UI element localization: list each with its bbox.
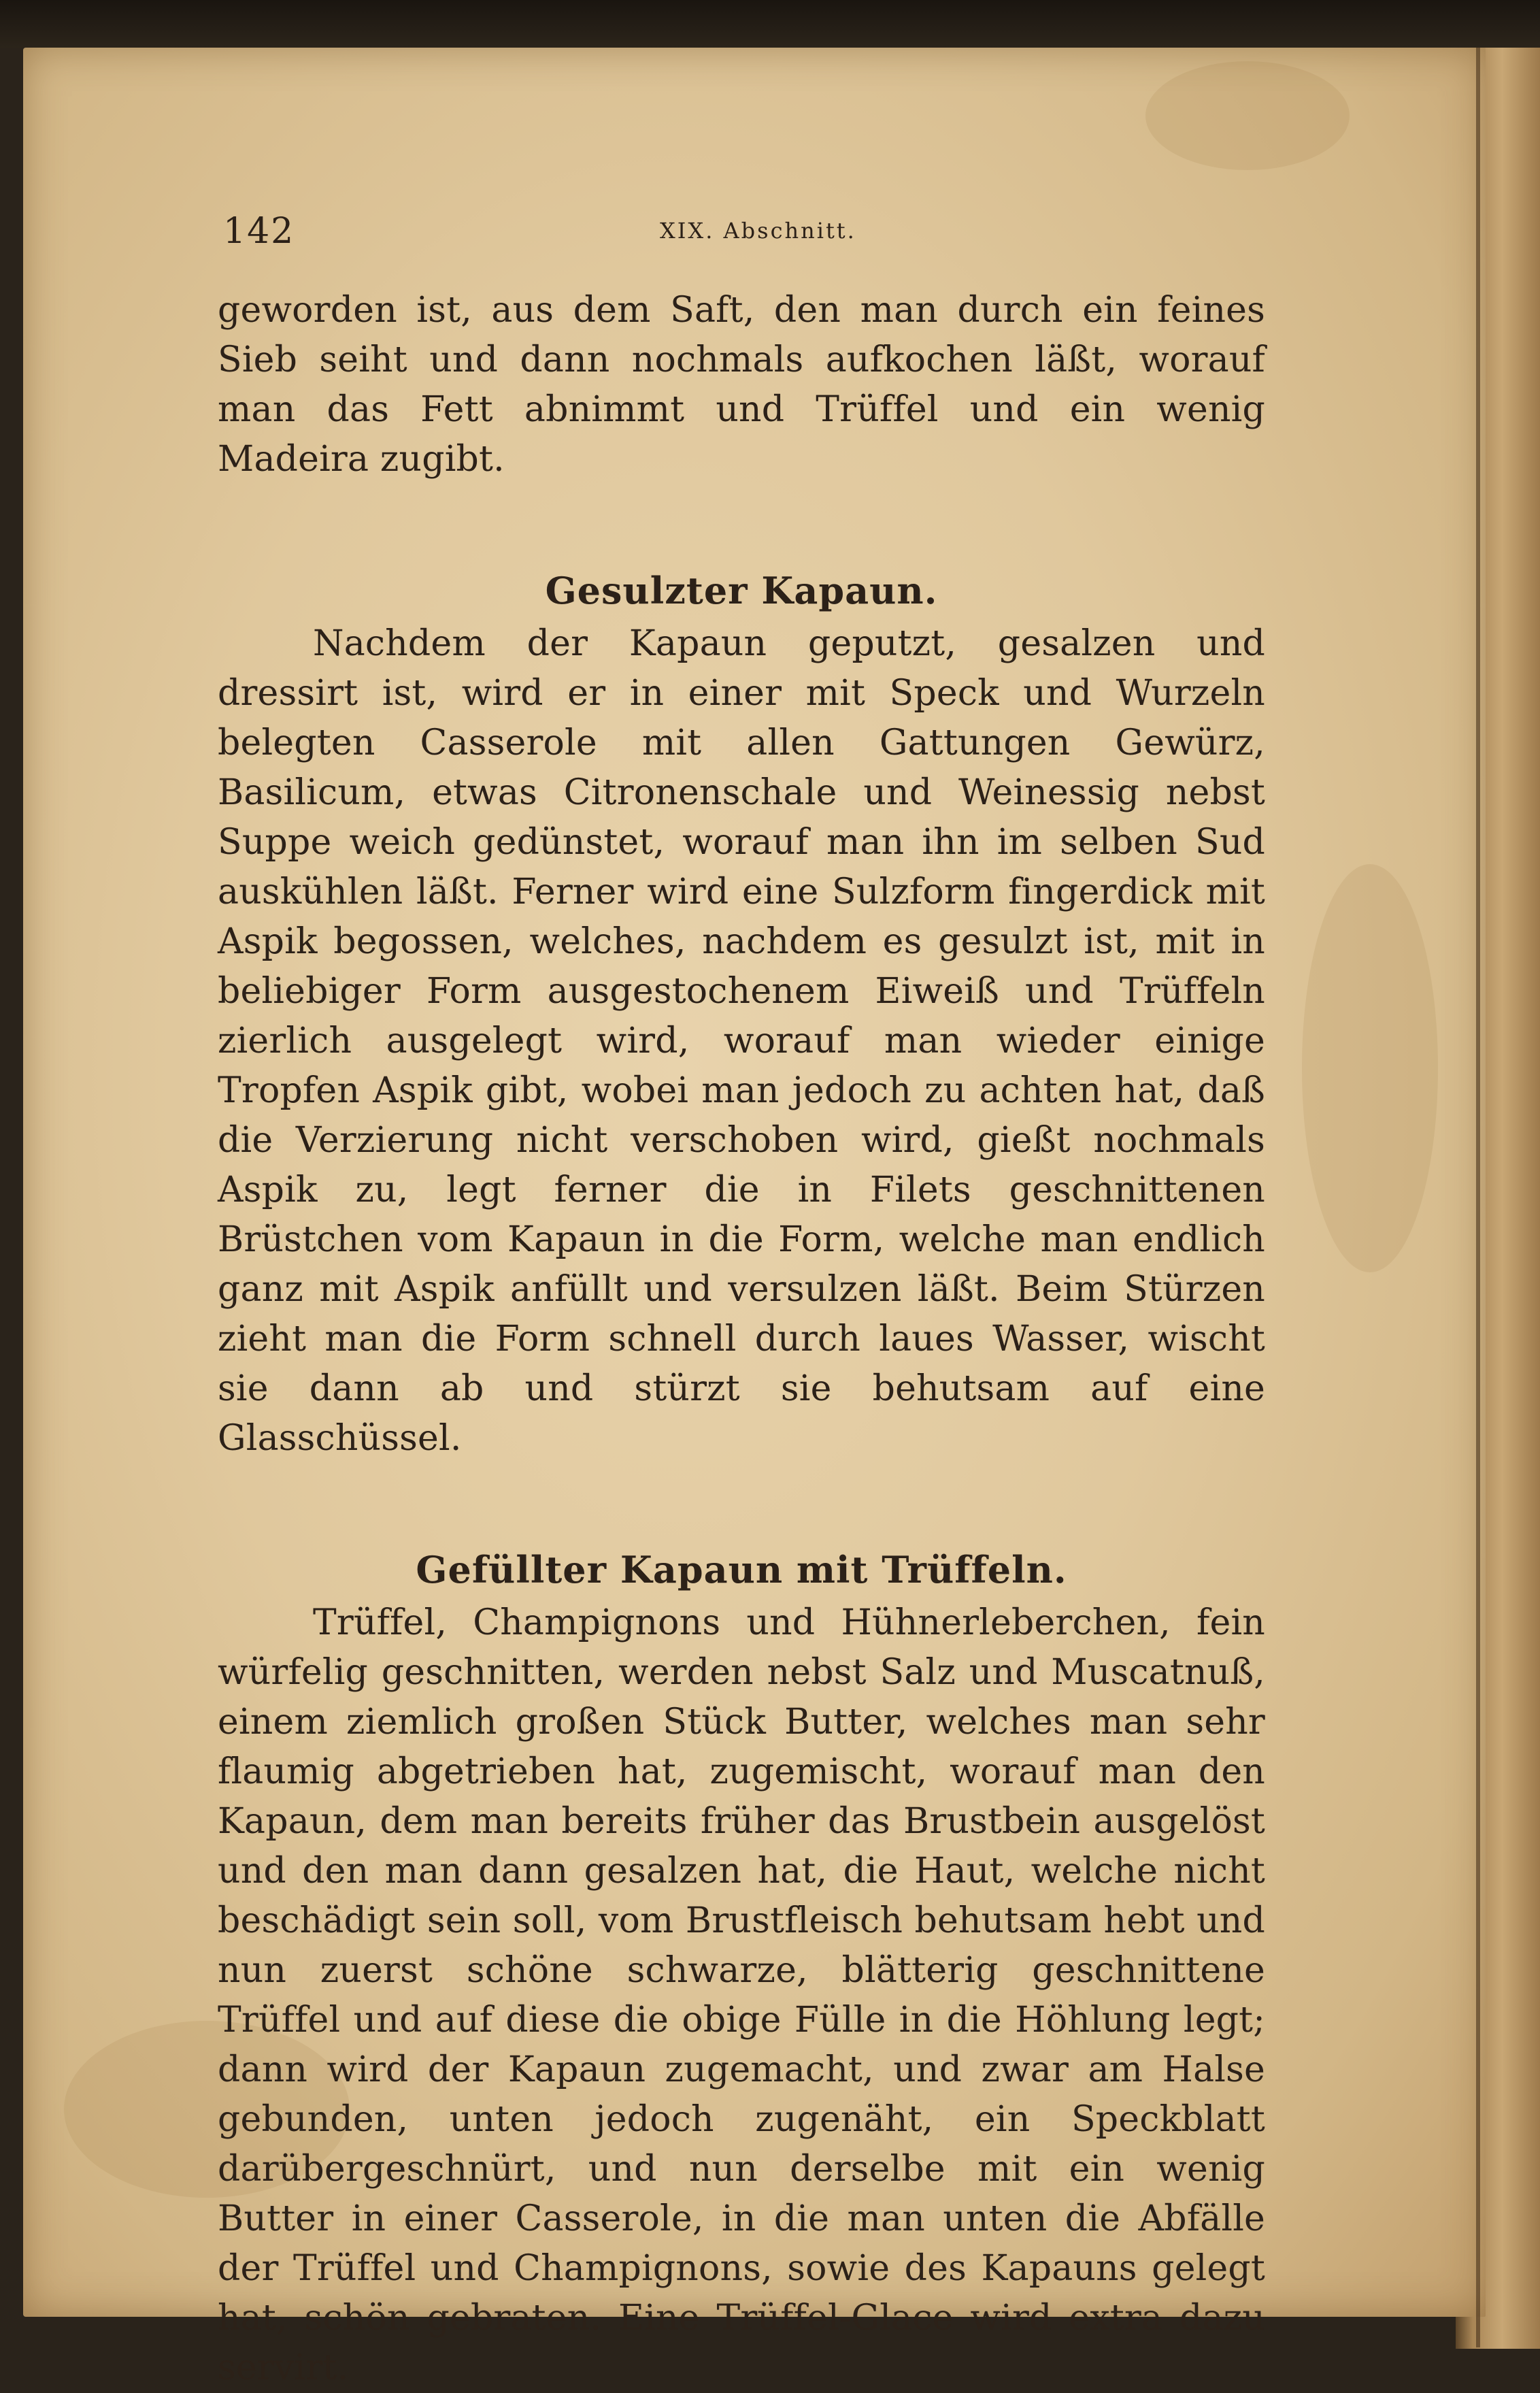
continuation-paragraph: geworden ist, aus dem Saft, den man durch ein feines Sieb seiht und dann nochmals aufkochen läßt, worauf man das Fett abnimmt und Trüffel und ein wenig Madeira zugibt. [218,290,1265,480]
page-header [218,197,1265,259]
scan-background [0,0,1540,48]
paper-stain [1302,864,1438,1272]
recipe-text-gefuellter-kapaun: Trüffel, Champignons und Hühnerleberchen, fein würfelig geschnitten, werden nebst Salz und Muscatnuß, einem ziemlich großen Stück Butter, welches man sehr flaumig abgetrieben hat, zugemischt, worauf man den Kapaun, dem man bereits früher das Brustbein ausgelöst und den man dann gesalzen hat, die Haut, welche nicht beschädigt sein soll, vom Brustfleisch behutsam hebt und nun zuerst schöne schwarze, blätterig geschnittene Trüffel und auf diese die obige Fülle in die Höhlung legt; dann wird der Kapaun zugemacht, und zwar am Halse gebunden, unten jedoch zugenäht, ein Speckblatt darübergeschnürt, und nun derselbe mit ein wenig Butter in einer Casserole, in die man unten die Abfälle der Trüffel und Champignons, sowie des Kapauns gelegt hat, schön gebraten. Eine Trüffel-Glace wird extra dazu servirt. [218,1602,1265,2388]
recipe-title-gesulzter-kapaun: Gesulzter Kapaun. [545,569,938,612]
page-fold-line [1476,48,1480,2347]
page-content [218,197,1265,2393]
running-head: XIX. Abschnitt. [660,218,856,244]
recipe-text-gesulzter-kapaun: Nachdem der Kapaun geputzt, gesalzen und dressirt ist, wird er in einer mit Speck und Wurzeln belegten Casserole mit allen Gattungen Gewürz, Basilicum, etwas Citronenschale und Weinessig nebst Suppe weich gedünstet, worauf man ihn im selben Sud auskühlen läßt. Ferner wird eine Sulzform fingerdick mit Aspik begossen, welches, nachdem es gesulzt ist, mit in beliebiger Form ausgestochenem Eiweiß und Trüffeln zierlich ausgelegt wird, worauf man wieder einige Tropfen Aspik gibt, wobei man jedoch zu achten hat, daß die Verzierung nicht verschoben wird, gießt nochmals Aspik zu, legt ferner die in Filets geschnittenen Brüstchen vom Kapaun in die Form, welche man endlich ganz mit Aspik anfüllt und versulzen läßt. Beim Stürzen zieht man die Form schnell durch laues Wasser, wischt sie dann ab und stürzt sie behutsam auf eine Glasschüssel. [218,623,1265,1459]
page-number: 142 [223,211,295,252]
recipe-title-gefuellter-kapaun: Gefüllter Kapaun mit Trüffeln. [416,1548,1067,1591]
paper-stain [1145,61,1350,170]
